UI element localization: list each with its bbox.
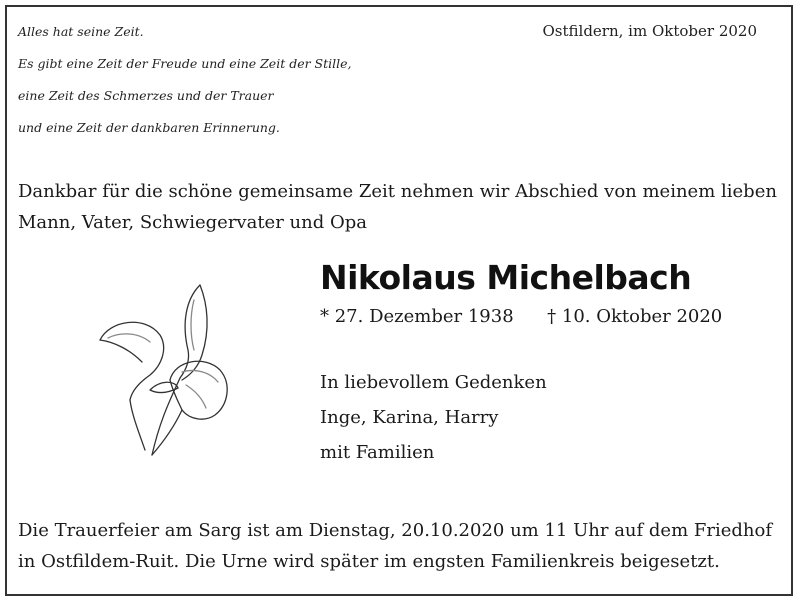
birth-date: * 27. Dezember 1938 bbox=[320, 306, 514, 327]
poem-line-1: Alles hat seine Zeit. bbox=[18, 24, 144, 39]
place-date: Ostfildern, im Oktober 2020 bbox=[542, 22, 757, 40]
calla-lily-illustration bbox=[90, 280, 240, 460]
mourners-line-3: mit Familien bbox=[320, 442, 435, 463]
poem-line-4: und eine Zeit der dankbaren Erinnerung. bbox=[18, 120, 280, 135]
mourners-line-2: Inge, Karina, Harry bbox=[320, 407, 499, 428]
funeral-info: Die Trauerfeier am Sarg ist am Dienstag, 20.10.2020 um 11 Uhr auf dem Friedhof in Ostfildem-Ruit. Die Urne wird später im engsten Familienkreis beigesetzt. bbox=[18, 520, 772, 572]
poem-line-3: eine Zeit des Schmerzes und der Trauer bbox=[18, 88, 274, 103]
life-dates bbox=[320, 306, 722, 327]
deceased-name: Nikolaus Michelbach bbox=[320, 258, 692, 297]
poem-line-2: Es gibt eine Zeit der Freude und eine Zeit der Stille, bbox=[18, 56, 352, 71]
death-date: † 10. Oktober 2020 bbox=[547, 306, 723, 327]
intro-text: Dankbar für die schöne gemeinsame Zeit nehmen wir Abschied von meinem lieben Mann, Vater, Schwiegervater und Opa bbox=[18, 181, 777, 233]
mourners-line-1: In liebevollem Gedenken bbox=[320, 372, 547, 393]
